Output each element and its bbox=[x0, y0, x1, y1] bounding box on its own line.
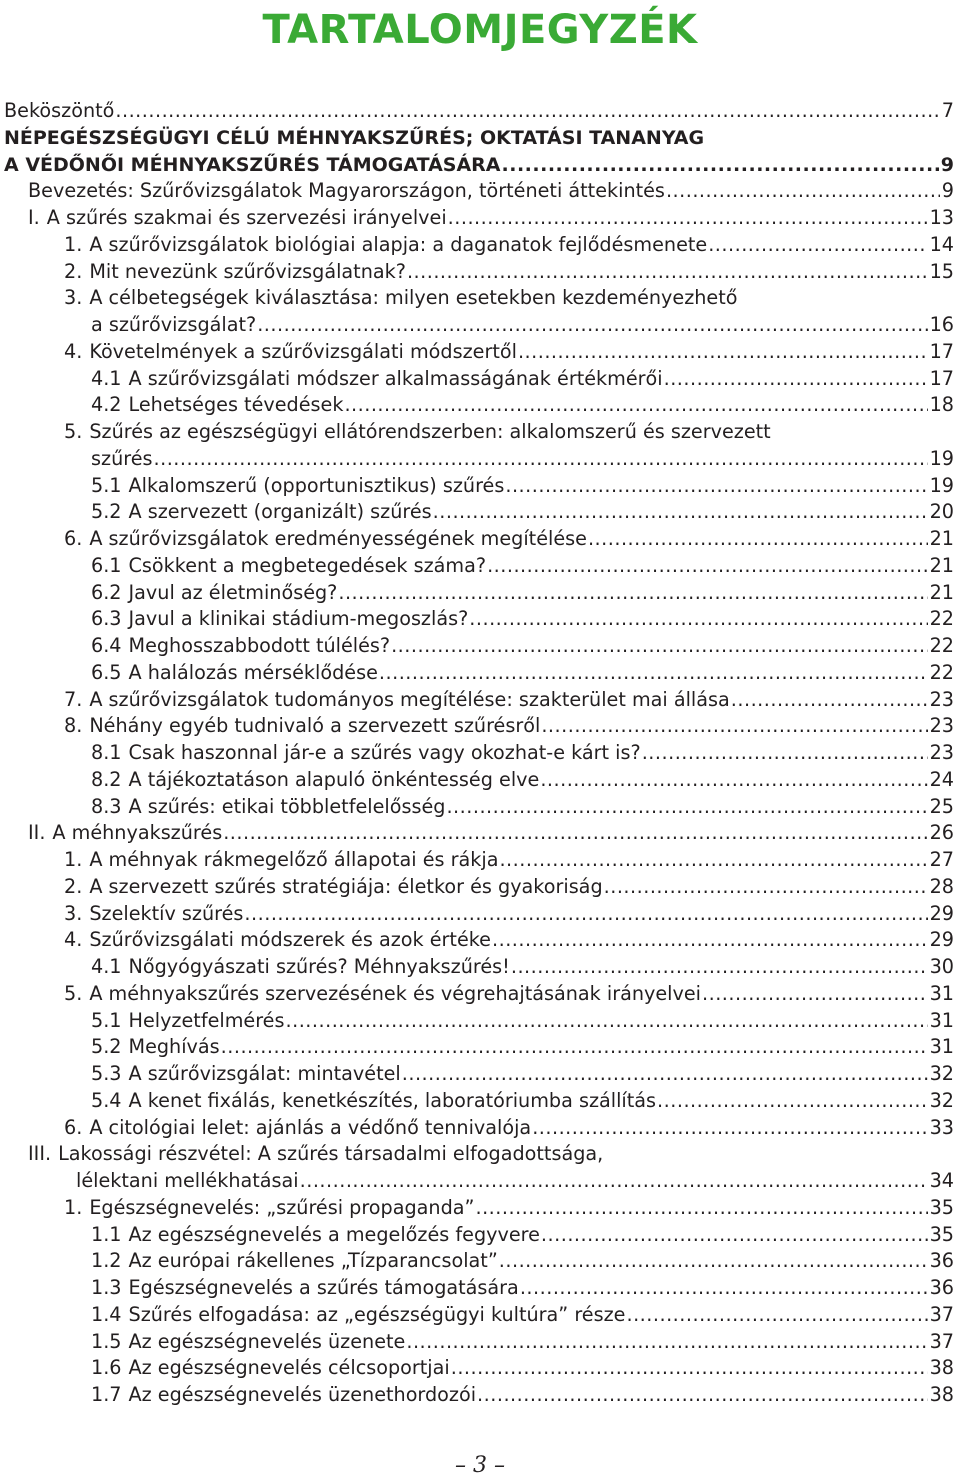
dot-leader bbox=[540, 767, 927, 793]
toc-entry-label: A szűrés szakmai és szervezési irányelvei bbox=[46, 206, 447, 229]
dot-leader bbox=[391, 633, 928, 659]
toc-entry[interactable] bbox=[64, 339, 954, 365]
toc-entry-number: 7. bbox=[64, 688, 83, 711]
dot-leader bbox=[477, 1382, 928, 1408]
toc-entry-label: A szűrővizsgálati módszer alkalmasságának értékmérői bbox=[128, 367, 663, 390]
toc-entry-page: 31 bbox=[929, 1035, 954, 1058]
toc-entry[interactable] bbox=[64, 981, 954, 1007]
dot-leader bbox=[518, 339, 928, 365]
toc-entry-page: 20 bbox=[929, 500, 954, 523]
toc-entry[interactable] bbox=[64, 687, 954, 713]
toc-entry-page: 19 bbox=[929, 447, 954, 470]
dot-leader bbox=[505, 473, 927, 499]
toc-entry-label: A méhnyakszűrés bbox=[52, 821, 223, 844]
toc-entry-page: 23 bbox=[929, 714, 954, 737]
dot-leader bbox=[657, 1088, 928, 1114]
toc-entry-number: 6. bbox=[64, 1116, 83, 1139]
toc-entry-number: I. bbox=[28, 206, 40, 229]
dot-leader bbox=[344, 392, 927, 418]
toc-entry-number: 1.6 bbox=[91, 1356, 122, 1379]
toc-entry[interactable] bbox=[76, 1168, 954, 1194]
toc-entry[interactable] bbox=[28, 820, 954, 846]
toc-entry-label: Egészségnevelés: „szűrési propaganda” bbox=[89, 1196, 475, 1219]
dot-leader bbox=[499, 847, 927, 873]
toc-entry-page: 19 bbox=[929, 474, 954, 497]
toc-entry-label: A méhnyakszűrés szervezésének és végrehajtásának irányelvei bbox=[89, 982, 701, 1005]
dot-leader bbox=[402, 1061, 928, 1087]
toc-entry-number: 5.1 bbox=[91, 474, 122, 497]
toc-entry[interactable] bbox=[91, 366, 954, 392]
toc-entry-page: 37 bbox=[929, 1330, 954, 1353]
toc-entry[interactable] bbox=[64, 1115, 954, 1141]
toc-entry[interactable] bbox=[91, 446, 954, 472]
toc-entry-page: 23 bbox=[929, 741, 954, 764]
toc-entry[interactable] bbox=[28, 178, 954, 204]
toc-entry-number: 4. bbox=[64, 928, 83, 951]
toc-entry-label: Lehetséges tévedések bbox=[128, 393, 344, 416]
toc-entry-page: 23 bbox=[929, 688, 954, 711]
toc-entry-label: Csökkent a megbetegedések száma? bbox=[128, 554, 487, 577]
toc-entry-number: 6.1 bbox=[91, 554, 122, 577]
toc-entry-label: Az egészségnevelés üzenethordozói bbox=[128, 1383, 477, 1406]
dot-leader bbox=[702, 981, 928, 1007]
toc-entry[interactable] bbox=[64, 874, 954, 900]
dot-leader bbox=[520, 1275, 928, 1301]
toc-entry-page: 26 bbox=[929, 821, 954, 844]
toc-entry-number: 6.5 bbox=[91, 661, 122, 684]
toc-entry-label: Néhány egyéb tudnivaló a szervezett szűrésről bbox=[89, 714, 541, 737]
dot-leader bbox=[499, 1248, 928, 1274]
toc-entry-label: A halálozás mérséklődése bbox=[128, 661, 378, 684]
toc-entry-page: 32 bbox=[929, 1089, 954, 1112]
toc-entry-number: 1.2 bbox=[91, 1249, 122, 1272]
toc-entry-label: Javul a klinikai stádium-megoszlás? bbox=[128, 607, 469, 630]
toc-entry-label: A szűrés: etikai többletfelelősség bbox=[128, 795, 446, 818]
toc-entry[interactable] bbox=[91, 740, 954, 766]
toc-entry-number: 4.1 bbox=[91, 367, 122, 390]
toc-entry-label: Szelektív szűrés bbox=[89, 902, 244, 925]
dot-leader bbox=[475, 1195, 927, 1221]
toc-entry[interactable] bbox=[91, 1248, 954, 1274]
toc-entry-page: 25 bbox=[929, 795, 954, 818]
toc-entry[interactable] bbox=[91, 580, 954, 606]
toc-entry-page: 22 bbox=[929, 634, 954, 657]
dot-leader bbox=[511, 954, 928, 980]
toc-entry-number: 8.1 bbox=[91, 741, 122, 764]
toc-entry-number: 2. bbox=[64, 875, 83, 898]
toc-entry-page: 28 bbox=[929, 875, 954, 898]
dot-leader bbox=[300, 1168, 928, 1194]
toc-entry-label: Követelmények a szűrővizsgálati módszertől bbox=[89, 340, 517, 363]
toc-entry-number: 5.3 bbox=[91, 1062, 122, 1085]
toc-entry-page: 34 bbox=[929, 1169, 954, 1192]
toc-entry-label: Javul az életminőség? bbox=[128, 581, 338, 604]
toc-entry-label: A szűrővizsgálatok tudományos megítélése: szakterület mai állása bbox=[89, 688, 730, 711]
toc-entry[interactable] bbox=[64, 259, 954, 285]
dot-leader bbox=[223, 820, 927, 846]
toc-entry-number: 3. bbox=[64, 286, 83, 309]
toc-entry-page: 17 bbox=[929, 340, 954, 363]
toc-entry-page: 27 bbox=[929, 848, 954, 871]
toc-entry[interactable] bbox=[64, 526, 954, 552]
toc-entry-number: 4.1 bbox=[91, 955, 122, 978]
toc-entry-page: 29 bbox=[929, 902, 954, 925]
toc-entry[interactable] bbox=[91, 606, 954, 632]
toc-entry[interactable] bbox=[91, 392, 954, 418]
toc-entry-label: Mit nevezünk szűrővizsgálatnak? bbox=[89, 260, 406, 283]
toc-entry-label: lélektani mellékhatásai bbox=[76, 1169, 299, 1192]
toc-entry-page: 21 bbox=[929, 581, 954, 604]
toc-entry[interactable] bbox=[91, 499, 954, 525]
toc-entry-number: 1. bbox=[64, 848, 83, 871]
toc-entry-label: Bevezetés: Szűrővizsgálatok Magyarországon, történeti áttekintés bbox=[28, 179, 665, 202]
toc-entry-page: 18 bbox=[929, 393, 954, 416]
dot-leader bbox=[338, 580, 927, 606]
toc-entry-number: 5.1 bbox=[91, 1009, 122, 1032]
toc-entry[interactable] bbox=[64, 1195, 954, 1221]
dot-leader bbox=[221, 1034, 928, 1060]
toc-entry-heading bbox=[64, 419, 771, 445]
toc-entry-number: 6. bbox=[64, 527, 83, 550]
toc-entry-page: 21 bbox=[929, 554, 954, 577]
toc-entry-label: Szűrővizsgálati módszerek és azok értéke bbox=[89, 928, 491, 951]
dot-leader bbox=[642, 740, 928, 766]
toc-entry-label: Meghosszabbodott túlélés? bbox=[128, 634, 391, 657]
dot-leader bbox=[604, 874, 928, 900]
toc-entry-page: 24 bbox=[929, 768, 954, 791]
toc-entry-label: A szűrővizsgálat: mintavétel bbox=[128, 1062, 401, 1085]
toc-entry[interactable] bbox=[91, 1355, 954, 1381]
toc-entry-label: A tájékoztatáson alapuló önkéntesség elve bbox=[128, 768, 540, 791]
toc-entry-number: 1.4 bbox=[91, 1303, 122, 1326]
dot-leader bbox=[626, 1302, 927, 1328]
toc-entry-page: 30 bbox=[929, 955, 954, 978]
toc-entry[interactable] bbox=[64, 713, 954, 739]
toc-entry-page: 9 bbox=[941, 179, 954, 202]
toc-entry-number: 1.3 bbox=[91, 1276, 122, 1299]
toc-entry-page: 9 bbox=[940, 154, 954, 176]
toc-entry-number: 8.2 bbox=[91, 768, 122, 791]
page-number: – 3 – bbox=[455, 1453, 505, 1478]
dot-leader bbox=[664, 366, 928, 392]
toc-entry[interactable] bbox=[91, 312, 954, 338]
toc-entry[interactable] bbox=[91, 1275, 954, 1301]
toc-entry-label: A szűrővizsgálatok biológiai alapja: a daganatok fejlődésmenete bbox=[89, 233, 708, 256]
toc-entry-number: 4. bbox=[64, 340, 83, 363]
toc-entry[interactable] bbox=[91, 1008, 954, 1034]
toc-entry-label: A citológiai lelet: ajánlás a védőnő tennivalója bbox=[89, 1116, 532, 1139]
toc-entry-label: Alkalomszerű (opportunisztikus) szűrés bbox=[128, 474, 505, 497]
dot-leader bbox=[406, 1329, 927, 1355]
toc-entry-number: 5. bbox=[64, 420, 83, 443]
toc-entry-number: 8.3 bbox=[91, 795, 122, 818]
toc-entry-number: III. bbox=[28, 1142, 52, 1165]
toc-entry-label: Egészségnevelés a szűrés támogatására bbox=[128, 1276, 519, 1299]
toc-entry-label: Helyzetfelmérés bbox=[128, 1009, 285, 1032]
dot-leader bbox=[448, 205, 928, 231]
toc-entry-heading bbox=[64, 285, 738, 311]
dot-leader bbox=[492, 927, 928, 953]
toc-entry-page: 33 bbox=[929, 1116, 954, 1139]
toc-entry-page: 37 bbox=[929, 1303, 954, 1326]
dot-leader bbox=[502, 152, 939, 178]
toc-entry-page: 38 bbox=[929, 1356, 954, 1379]
toc-entry[interactable] bbox=[91, 1329, 954, 1355]
toc-entry-number: 1.1 bbox=[91, 1223, 122, 1246]
dot-leader bbox=[588, 526, 928, 552]
dot-leader bbox=[708, 232, 927, 258]
toc-entry-label: szűrés bbox=[91, 447, 153, 470]
toc-entry-label: A VÉDŐNŐI MÉHNYAKSZŰRÉS TÁMOGATÁSÁRA bbox=[4, 154, 501, 176]
dot-leader bbox=[469, 606, 927, 632]
toc-entry-number: 5.2 bbox=[91, 1035, 122, 1058]
toc-entry[interactable] bbox=[64, 847, 954, 873]
toc-entry-page: 29 bbox=[929, 928, 954, 951]
toc-entry-number: 6.3 bbox=[91, 607, 122, 630]
toc-entry-page: 38 bbox=[929, 1383, 954, 1406]
dot-leader bbox=[541, 713, 927, 739]
toc-entry-page: 36 bbox=[929, 1249, 954, 1272]
toc-entry[interactable] bbox=[91, 473, 954, 499]
toc-entry-number: 1.5 bbox=[91, 1330, 122, 1353]
toc-entry-page: 31 bbox=[929, 982, 954, 1005]
toc-entry-label: Nőgyógyászati szűrés? Méhnyakszűrés! bbox=[128, 955, 510, 978]
toc-entry-label: A célbetegségek kiválasztása: milyen esetekben kezdeményezhető bbox=[89, 286, 738, 309]
toc-entry-label: A méhnyak rákmegelőző állapotai és rákja bbox=[89, 848, 499, 871]
toc-entry-label: Lakossági részvétel: A szűrés társadalmi elfogadottsága, bbox=[58, 1142, 604, 1165]
toc-entry[interactable] bbox=[91, 1222, 954, 1248]
toc-entry-label: Szűrés elfogadása: az „egészségügyi kultúra” része bbox=[128, 1303, 626, 1326]
toc-entry-page: 17 bbox=[929, 367, 954, 390]
toc-entry-number: 6.4 bbox=[91, 634, 122, 657]
toc-entry-number: 1.7 bbox=[91, 1383, 122, 1406]
dot-leader bbox=[532, 1115, 927, 1141]
toc-entry-number: 8. bbox=[64, 714, 83, 737]
toc-entry-heading bbox=[28, 1141, 603, 1167]
toc-entry-number: 5.4 bbox=[91, 1089, 122, 1112]
toc-entry[interactable] bbox=[64, 901, 954, 927]
toc-entry-label: A szervezett szűrés stratégiája: életkor és gyakoriság bbox=[89, 875, 603, 898]
toc-entry[interactable] bbox=[91, 1088, 954, 1114]
toc-entry-page: 15 bbox=[929, 260, 954, 283]
toc-entry-label: Az európai rákellenes „Tízparancsolat” bbox=[128, 1249, 498, 1272]
toc-entry[interactable] bbox=[91, 660, 954, 686]
dot-leader bbox=[446, 794, 927, 820]
toc-entry-number: 6.2 bbox=[91, 581, 122, 604]
toc-entry[interactable] bbox=[64, 927, 954, 953]
toc-entry[interactable] bbox=[28, 205, 954, 231]
toc-entry-number: 2. bbox=[64, 260, 83, 283]
toc-entry-page: 22 bbox=[929, 607, 954, 630]
toc-entry-label: NÉPEGÉSZSÉGÜGYI CÉLÚ MÉHNYAKSZŰRÉS; OKTATÁSI TANANYAG bbox=[4, 127, 705, 149]
toc-entry-label: Az egészségnevelés célcsoportjai bbox=[128, 1356, 450, 1379]
toc-entry[interactable] bbox=[91, 1034, 954, 1060]
toc-entry-label: Az egészségnevelés üzenete bbox=[128, 1330, 406, 1353]
toc-entry-number: II. bbox=[28, 821, 46, 844]
toc-entry-page: 22 bbox=[929, 661, 954, 684]
toc-entry-number: 3. bbox=[64, 902, 83, 925]
toc-entry-label: Szűrés az egészségügyi ellátórendszerben: alkalomszerű és szervezett bbox=[89, 420, 771, 443]
toc-entry-label: Csak haszonnal jár-e a szűrés vagy okozhat-e kárt is? bbox=[128, 741, 641, 764]
toc-entry-page: 21 bbox=[929, 527, 954, 550]
toc-entry-heading bbox=[4, 125, 704, 151]
toc-entry-number: 5. bbox=[64, 982, 83, 1005]
dot-leader bbox=[244, 901, 927, 927]
toc-entry-page: 14 bbox=[929, 233, 954, 256]
toc-entry-page: 7 bbox=[941, 99, 954, 122]
dot-leader bbox=[379, 660, 928, 686]
dot-leader bbox=[666, 178, 940, 204]
dot-leader bbox=[487, 553, 928, 579]
toc-entry[interactable] bbox=[4, 98, 954, 124]
toc-entry[interactable] bbox=[91, 1061, 954, 1087]
toc-entry-label: Meghívás bbox=[128, 1035, 220, 1058]
toc-entry-label: a szűrővizsgálat? bbox=[91, 313, 257, 336]
dot-leader bbox=[154, 446, 928, 472]
dot-leader bbox=[541, 1222, 928, 1248]
toc-entry-page: 36 bbox=[929, 1276, 954, 1299]
toc-entry-page: 31 bbox=[929, 1009, 954, 1032]
toc-entry-page: 13 bbox=[929, 206, 954, 229]
toc-entry[interactable] bbox=[91, 553, 954, 579]
page-title: TARTALOMJEGYZÉK bbox=[262, 7, 698, 53]
toc-entry[interactable] bbox=[91, 767, 954, 793]
toc-entry-page: 35 bbox=[929, 1196, 954, 1219]
toc-entry-label: A szervezett (organizált) szűrés bbox=[128, 500, 432, 523]
toc-entry-number: 5.2 bbox=[91, 500, 122, 523]
toc-entry-page: 35 bbox=[929, 1223, 954, 1246]
toc-entry[interactable] bbox=[64, 232, 954, 258]
toc-entry-number: 1. bbox=[64, 233, 83, 256]
toc-entry-label: Az egészségnevelés a megelőzés fegyvere bbox=[128, 1223, 540, 1246]
toc-entry[interactable] bbox=[91, 633, 954, 659]
dot-leader bbox=[115, 98, 939, 124]
dot-leader bbox=[286, 1008, 928, 1034]
dot-leader bbox=[731, 687, 928, 713]
toc-entry[interactable] bbox=[4, 152, 954, 178]
dot-leader bbox=[451, 1355, 928, 1381]
toc-entry[interactable] bbox=[91, 1382, 954, 1408]
toc-entry-page: 32 bbox=[929, 1062, 954, 1085]
dot-leader bbox=[407, 259, 928, 285]
toc-entry-number: 1. bbox=[64, 1196, 83, 1219]
toc-entry[interactable] bbox=[91, 1302, 954, 1328]
toc-entry-label: A kenet fixálás, kenetkészítés, laboratóriumba szállítás bbox=[128, 1089, 657, 1112]
toc-entry-page: 16 bbox=[929, 313, 954, 336]
toc-entry-label: Beköszöntő bbox=[4, 99, 115, 122]
toc-entry-number: 4.2 bbox=[91, 393, 122, 416]
toc-entry-label: A szűrővizsgálatok eredményességének megítélése bbox=[89, 527, 587, 550]
toc-entry[interactable] bbox=[91, 954, 954, 980]
dot-leader bbox=[433, 499, 928, 525]
toc-entry[interactable] bbox=[91, 794, 954, 820]
dot-leader bbox=[257, 312, 927, 338]
